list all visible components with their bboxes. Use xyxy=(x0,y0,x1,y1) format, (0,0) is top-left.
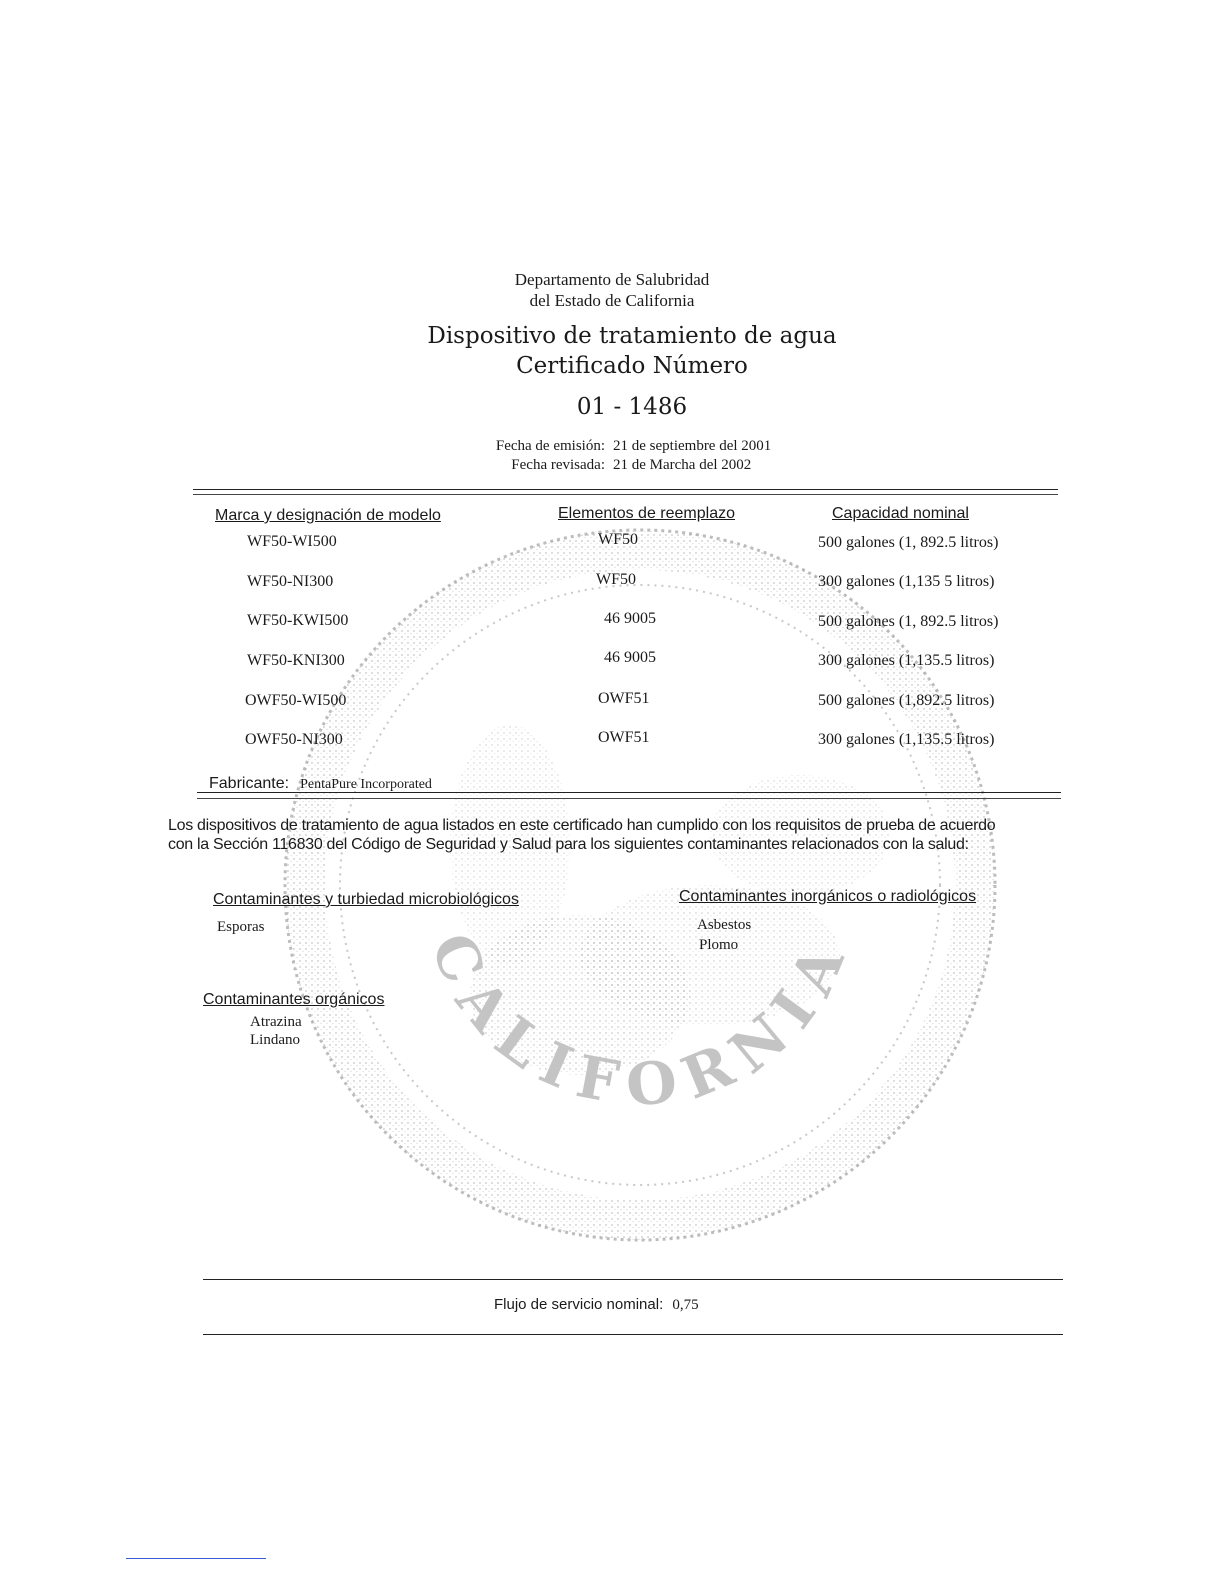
element-cell: WF50 xyxy=(598,531,638,548)
table-bottom-rule-2 xyxy=(197,798,1061,799)
manufacturer-row xyxy=(209,773,432,793)
organic-item: Lindano xyxy=(250,1032,300,1048)
column-header-capacity: Capacidad nominal xyxy=(832,505,969,522)
service-flow-value: 0,75 xyxy=(672,1297,699,1313)
model-cell: WF50-NI300 xyxy=(247,573,334,590)
capacity-cell: 300 galones (1,135.5 litros) xyxy=(818,731,995,748)
model-cell: OWF50-WI500 xyxy=(245,692,347,709)
manufacturer-value: PentaPure Incorporated xyxy=(300,777,432,792)
capacity-cell: 500 galones (1,892.5 litros) xyxy=(818,692,995,709)
inorganic-heading: Contaminantes inorgánicos o radiológicos xyxy=(679,888,977,905)
compliance-statement-line-2: con la Sección 116830 del Código de Seguridad y Salud para los siguientes contaminantes relacionados con la salud: xyxy=(168,836,969,853)
capacity-cell: 300 galones (1,135 5 litros) xyxy=(818,573,995,590)
capacity-cell: 500 galones (1, 892.5 litros) xyxy=(818,534,999,551)
department-line-2: del Estado de California xyxy=(529,291,695,310)
table-bottom-rule xyxy=(197,792,1061,793)
revised-date-label: Fecha revisada: xyxy=(511,457,605,473)
footnote-separator xyxy=(126,1558,266,1559)
issued-date-label: Fecha de emisión: xyxy=(495,438,605,454)
service-flow-row xyxy=(494,1294,699,1314)
certificate-number: 01 - 1486 xyxy=(576,394,688,420)
inorganic-item: Asbestos xyxy=(697,917,752,933)
column-header-element: Elementos de reemplazo xyxy=(558,505,735,522)
footer-bottom-rule xyxy=(203,1334,1063,1335)
model-cell: WF50-KWI500 xyxy=(247,612,349,629)
element-cell: WF50 xyxy=(596,571,636,588)
column-header-model: Marca y designación de modelo xyxy=(215,507,441,524)
capacity-cell: 500 galones (1, 892.5 litros) xyxy=(818,613,999,630)
microbiological-heading: Contaminantes y turbiedad microbiológicos xyxy=(213,891,519,908)
element-cell: OWF51 xyxy=(598,690,650,707)
document-title: Dispositivo de tratamiento de agua xyxy=(427,323,837,349)
issued-date-value: 21 de septiembre del 2001 xyxy=(613,438,772,454)
revised-date-value: 21 de Marcha del 2002 xyxy=(613,457,752,473)
document-subtitle: Certificado Número xyxy=(516,353,748,379)
element-cell: OWF51 xyxy=(598,729,650,746)
element-cell: 46 9005 xyxy=(604,649,656,666)
table-top-rule xyxy=(193,489,1058,490)
department-line-1: Departamento de Salubridad xyxy=(514,270,710,289)
issued-date-row xyxy=(455,438,771,455)
compliance-statement-line-1: Los dispositivos de tratamiento de agua listados en este certificado han cumplido con los requisitos de prueba de acuerdo xyxy=(168,817,996,834)
service-flow-label: Flujo de servicio nominal: xyxy=(494,1296,664,1313)
footer-top-rule xyxy=(203,1279,1063,1280)
model-cell: WF50-WI500 xyxy=(247,533,337,550)
organic-heading: Contaminantes orgánicos xyxy=(203,991,385,1008)
microbiological-item: Esporas xyxy=(217,919,265,935)
seal-text: CALIFORNIA xyxy=(417,923,863,1120)
element-cell: 46 9005 xyxy=(604,610,656,627)
model-cell: WF50-KNI300 xyxy=(247,652,345,669)
inorganic-item: Plomo xyxy=(699,937,739,953)
model-cell: OWF50-NI300 xyxy=(245,731,343,748)
revised-date-row xyxy=(455,457,751,474)
manufacturer-label: Fabricante: xyxy=(209,775,290,792)
capacity-cell: 300 galones (1,135.5 litros) xyxy=(818,652,995,669)
table-top-rule-2 xyxy=(193,494,1058,495)
organic-item: Atrazina xyxy=(250,1014,302,1030)
